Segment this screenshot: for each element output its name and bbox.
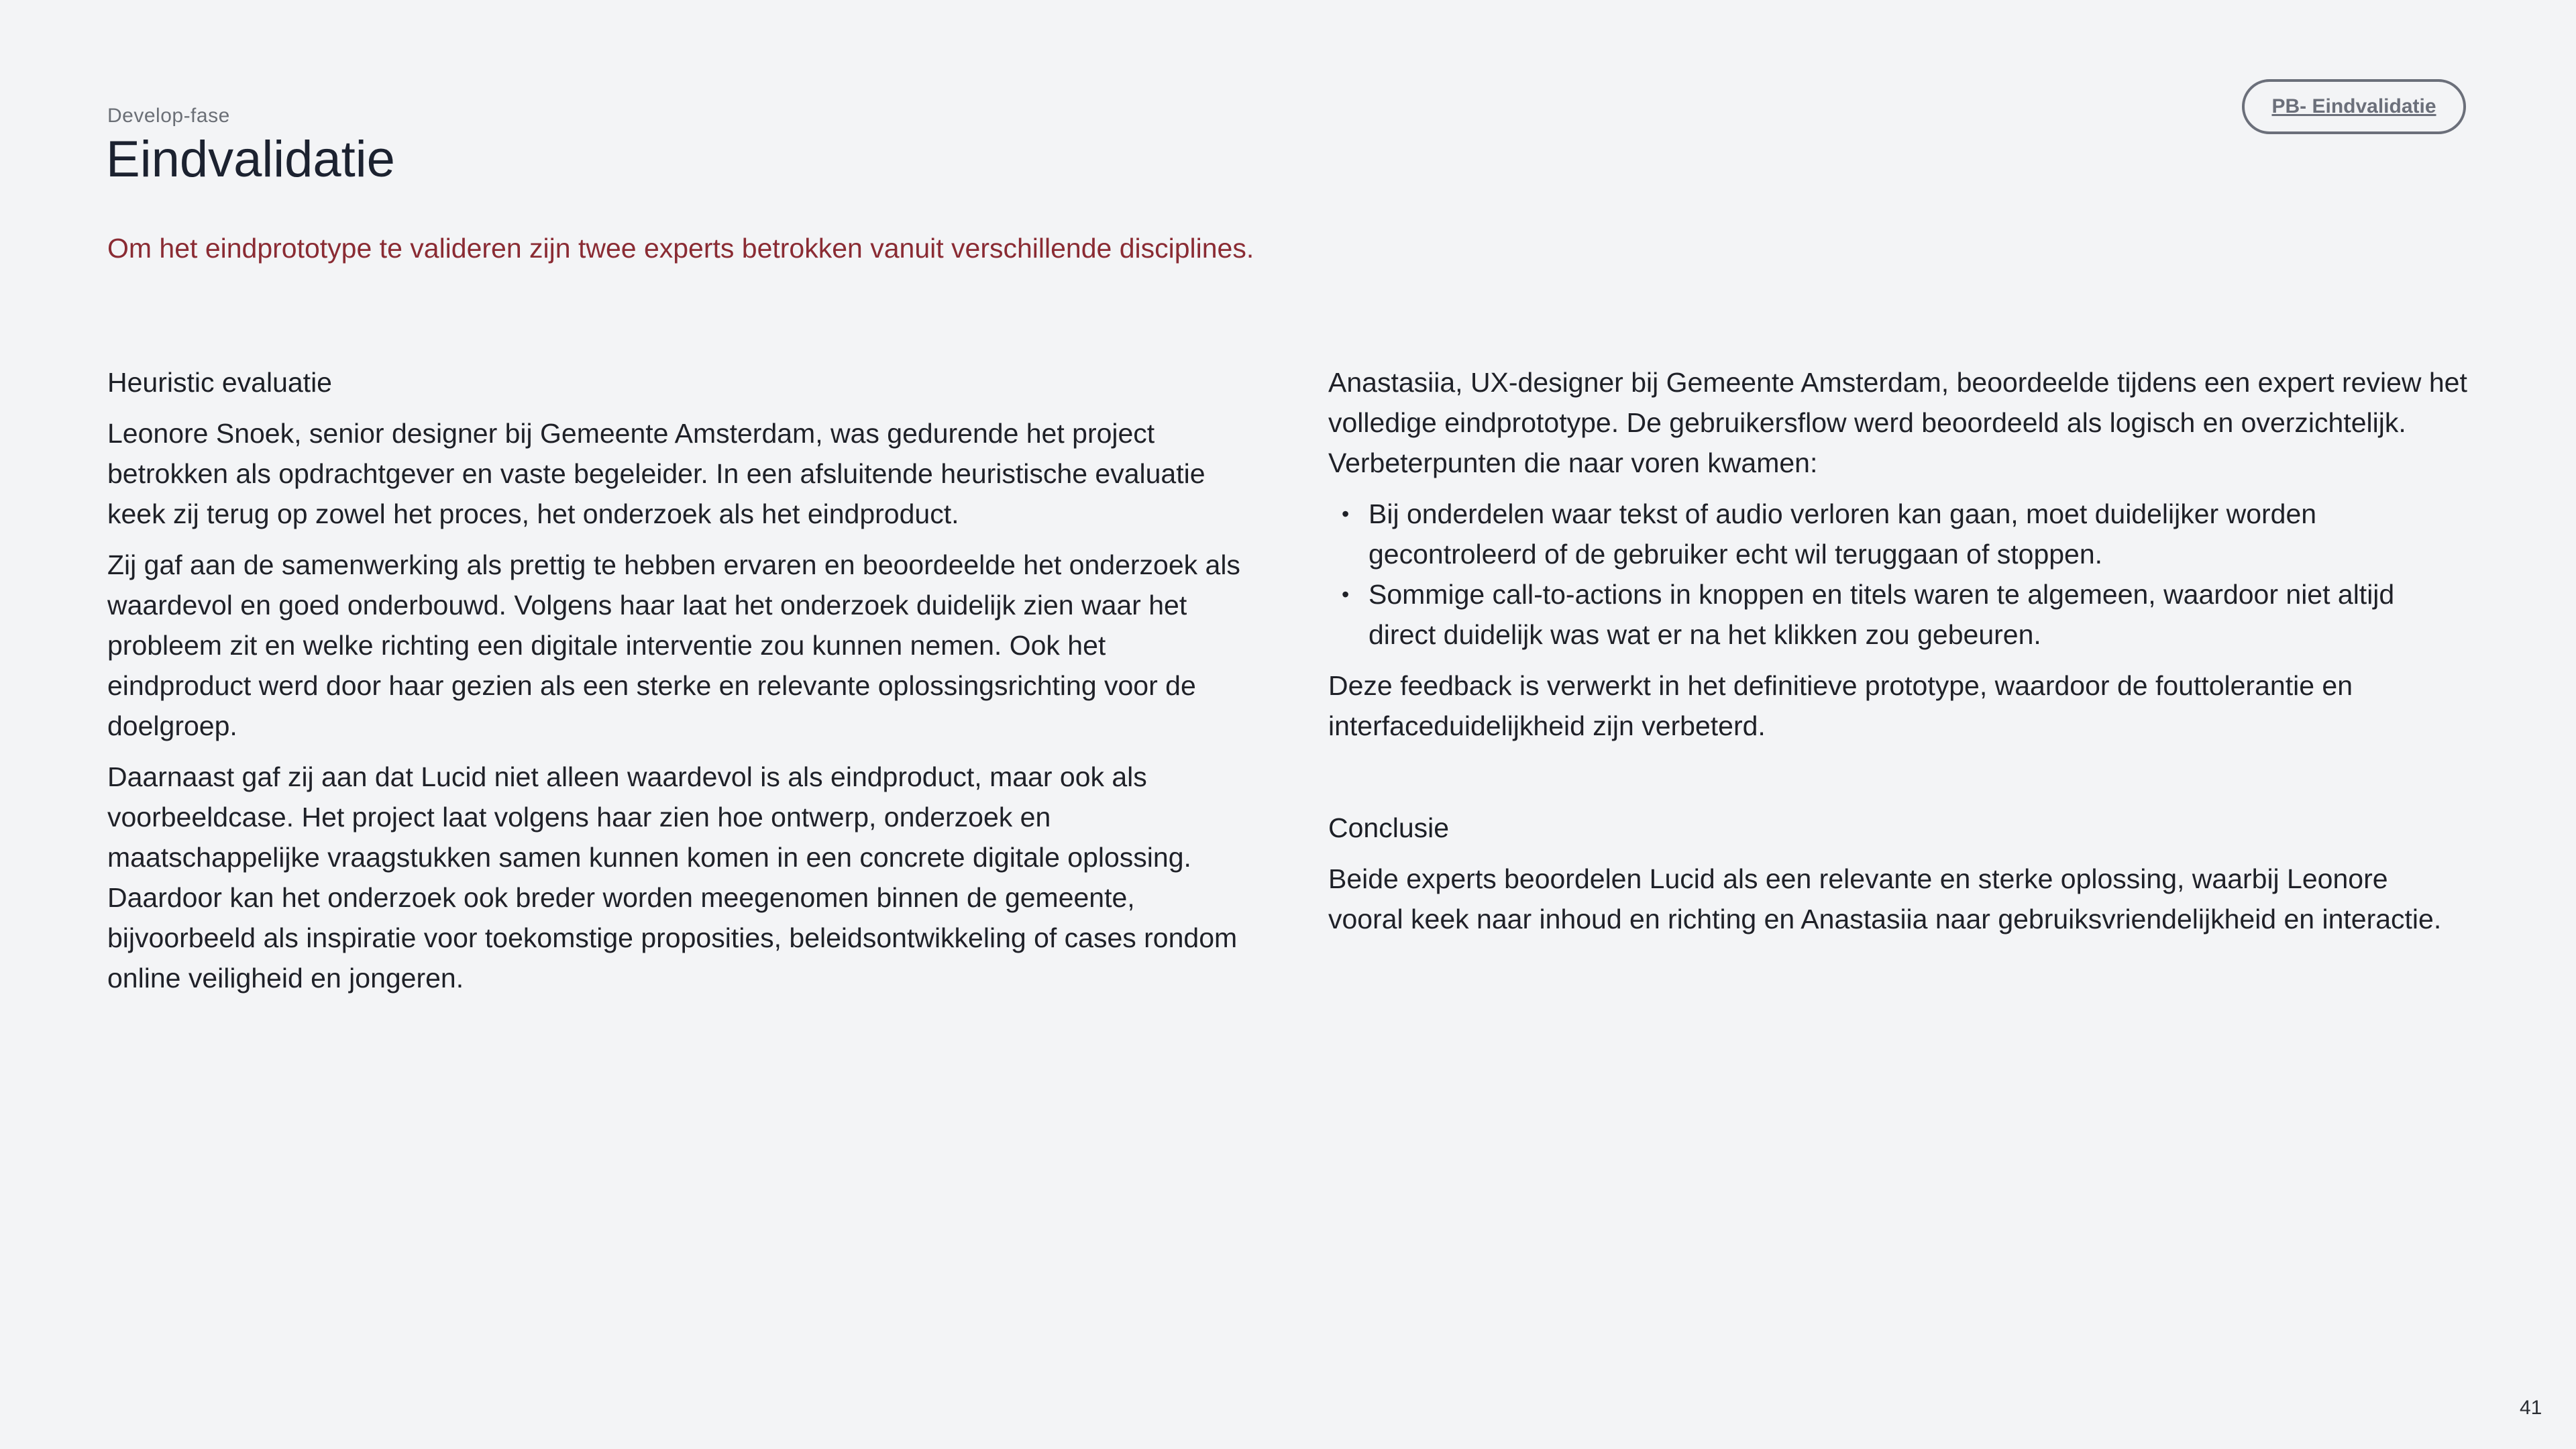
improvement-points-list <box>1328 494 2469 655</box>
feedback-paragraph: Deze feedback is verwerkt in het definitieve prototype, waardoor de fouttolerantie en interfaceduidelijkheid zijn verbeterd. <box>1328 670 2353 741</box>
left-paragraph: Zij gaf aan de samenwerking als prettig te hebben ervaren en beoordeelde het onderzoek als waardevol en goed onderbouwd. Volgens haar laat het onderzoek duidelijk zien waar het probleem zit en welke richting een digitale interventie zou kunnen nemen. Ook het eindproduct werd door haar gezien als een sterke en relevante oplossingsrichting voor de doelgroep. <box>107 549 1240 741</box>
left-column <box>107 362 1248 1009</box>
conclusion-paragraph: Beide experts beoordelen Lucid als een relevante en sterke oplossing, waarbij Leonore vooral keek naar inhoud en richting en Anastasiia naar gebruiksvriendelijkheid en interactie. <box>1328 863 2442 934</box>
left-paragraph: Leonore Snoek, senior designer bij Gemeente Amsterdam, was gedurende het project betrokken als opdrachtgever en vaste begeleider. In een afsluitende heuristische evaluatie keek zij terug op zowel het proces, het onderzoek als het eindproduct. <box>107 418 1205 529</box>
heuristic-evaluation-heading: Heuristic evaluatie <box>107 367 332 398</box>
list-item: • Bij onderdelen waar tekst of audio verloren kan gaan, moet duidelijker worden gecontroleerd of de gebruiker echt wil teruggaan of stoppen. <box>1368 494 2469 574</box>
section-label: Develop-fase <box>107 105 230 127</box>
right-column <box>1328 362 2469 950</box>
expert-review-intro: Anastasiia, UX-designer bij Gemeente Amsterdam, beoordeelde tijdens een expert review het volledige eindprototype. De gebruikersflow werd beoordeeld als logisch en overzichtelijk. Verbeterpunten die naar voren kwamen: <box>1328 367 2467 478</box>
left-paragraph: Daarnaast gaf zij aan dat Lucid niet alleen waardevol is als eindproduct, maar ook als voorbeeldcase. Het project laat volgens haar zien hoe ontwerp, onderzoek en maatschappelijke vraagstukken samen kunnen komen in een concrete digitale oplossing. Daardoor kan het onderzoek ook breder worden meegenomen binnen de gemeente, bijvoorbeeld als inspiratie voor toekomstige proposities, beleidsontwikkeling of cases rondom online veiligheid en jongeren. <box>107 761 1238 994</box>
section-spacer <box>1328 757 2469 808</box>
list-item: • Sommige call-to-actions in knoppen en titels waren te algemeen, waardoor niet altijd direct duidelijk was wat er na het klikken zou gebeuren. <box>1368 574 2469 655</box>
conclusion-heading: Conclusie <box>1328 812 1450 843</box>
page-number: 41 <box>2520 1397 2542 1419</box>
intro-text: Om het eindprototype te valideren zijn twee experts betrokken vanuit verschillende disciplines. <box>107 233 1254 264</box>
page-title: Eindvalidatie <box>106 131 395 188</box>
pb-eindvalidatie-link-button[interactable]: PB- Eindvalidatie <box>2242 79 2466 134</box>
